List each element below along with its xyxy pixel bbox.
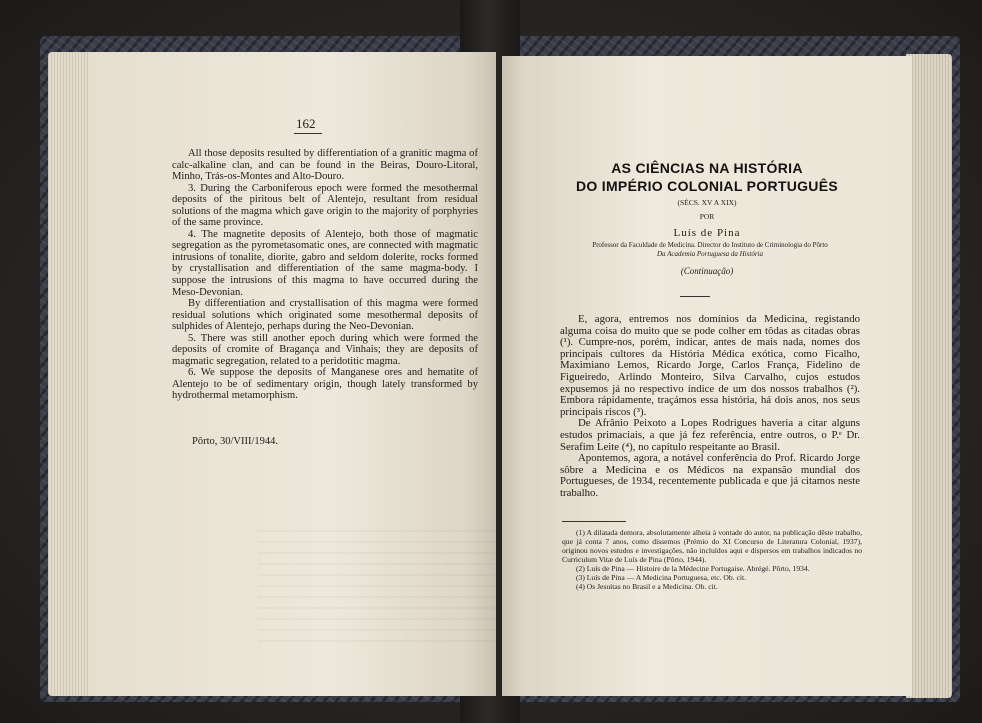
left-body-text (172, 148, 478, 402)
footnote: (4) Os Jesuítas no Brasil e a Medicina. Ob. cit. (576, 582, 718, 591)
paragraph: Apontemos, agora, a notável conferência do Prof. Ricardo Jorge sôbre a Medicina e os Médicos na expansão mundial dos Portugueses, de 1934, recentemente publicada e que já citamos neste trabalho. (560, 452, 860, 499)
paragraph: 3. During the Carboniferous epoch were formed the mesothermal deposits of the piritous belt of Alentejo, resultant from residual solutions of the magma which gave origin to the majority of porphyries of the same province. (172, 182, 478, 229)
paragraph: E, agora, entremos nos domínios da Medicina, registando alguma coisa do muito que se pode colher em tôdas as citadas obras (¹). Cumpre-nos, porém, indicar, antes de mais nada, nomes dos principais cultores da História Médica exótica, como Ficalho, Maximiano Lemos, Ricardo Jorge, Carlos França, Fidelino de Figueiredo, Arlindo Monteiro, Silva Carvalho, cujos estudos expusemos já no respectivo índice de um dos nossos trabalhos (²). Embora rápidamente, traçámos essa história, há dois anos, nos seus principais riscos (³). (560, 313, 860, 418)
paragraph: All those deposits resulted by differentiation of a granitic magma of calc-alkaline clan, and can be found in the Beiras, Douro-Litoral, Minho, Trás-os-Montes and Alto-Douro. (172, 148, 478, 183)
footnote: (3) Luís de Pina — A Medicina Portuguesa, etc. Ob. cit. (576, 573, 746, 582)
page-number: 162 (296, 116, 316, 131)
left-page (88, 52, 496, 696)
footnote: (1) A dilatada demora, absolutamente alheia à vontade do autor, na publicação dêste trabalho, que já conta 7 anos, como dissemos (Prémio do XI Concurso de Literatura Colonial, 1937), originou novos estudos e investigações, não incluídos aqui e dispersos em trabalhos indicados no Curriculum Vitæ de Luís de Pina (Pôrto, 1944). (562, 528, 862, 564)
paragraph: 5. There was still another epoch during which were formed the deposits of cromite of Bragança and Vinhais; they are deposits of magmatic segregation, related to a peridotitic magma. (172, 332, 478, 367)
article-subtitle: (SÉCS. XV A XIX) (677, 198, 737, 207)
author-role-line-1: Professor da Faculdade de Medicina. Director do Instituto de Criminologia do Pôrto (592, 241, 828, 249)
paragraph: 4. The magnetite deposits of Alentejo, both those of magmatic segregation as the pyrometasomatic ones, are connected with magmatic intrusions of tonalite, diorite, gabro and seldom dolerite, rocks formed by crystallisation and differentiation of the same magma-body. I suppose the intrusions of this magma to have occurred during the Meso-Devonian. (172, 228, 478, 298)
place-date-signature: Pôrto, 30/VIII/1944. (192, 436, 279, 447)
author-name: Luís de Pina (673, 227, 741, 239)
footnote: (2) Luís de Pina — Histoire de la Médecine Portugaise. Abrégé. Pôrto, 1934. (576, 564, 810, 573)
article-title-line-2: DO IMPÉRIO COLONIAL PORTUGUÊS (575, 178, 838, 194)
footnote-rule (562, 521, 626, 522)
footnotes (562, 528, 862, 591)
paragraph: By differentiation and crystallisation of this magma were formed residual solutions which originated some mesothermal deposits of sulphides of Alentejo, perhaps during the Neo-Devonian. (172, 298, 478, 333)
section-rule (680, 296, 710, 297)
page-number-rule (294, 133, 322, 134)
continuation-note: (Continuação) (680, 266, 734, 276)
left-page-edges (48, 52, 90, 696)
show-through (258, 522, 496, 642)
right-page-edges (906, 54, 952, 698)
right-page (502, 56, 912, 696)
article-title-line-1: AS CIÊNCIAS NA HISTÓRIA (611, 160, 803, 176)
paragraph: 6. We suppose the deposits of Manganese ores and hematite of Alentejo to be of sedimentary origin, though lately transformed by hydrothermal metamorphism. (172, 367, 478, 402)
paragraph: De Afrânio Peixoto a Lopes Rodrigues haveria a citar alguns estudos primaciais, a que já fez referência, entre outros, o P.ᵉ Dr. Serafim Leite (⁴), no capítulo respeitante ao Brasil. (560, 417, 860, 453)
author-role-line-2: Da Academia Portuguesa da História (656, 250, 764, 258)
right-body-text (560, 314, 860, 500)
by-label: POR (699, 212, 715, 221)
